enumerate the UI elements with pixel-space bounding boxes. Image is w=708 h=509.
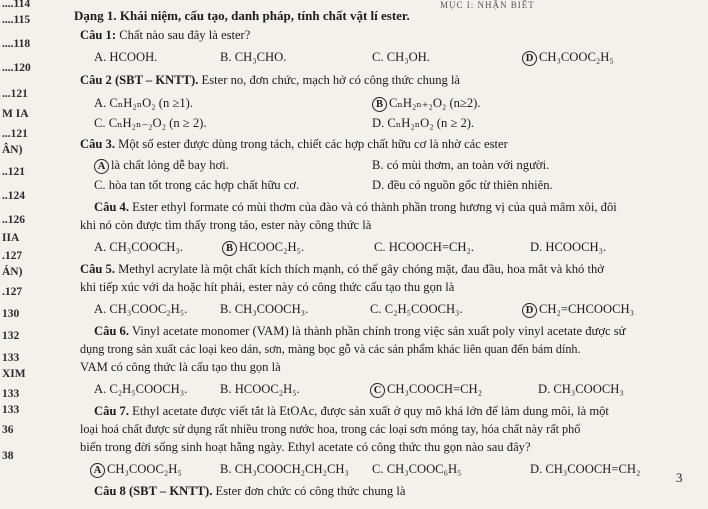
q4-option-a[interactable]: A. CH₃COOCH₃. <box>94 240 183 254</box>
margin-number: IIA <box>2 232 20 244</box>
margin-number: M IA <box>2 108 29 120</box>
question-4-cont: khi nó còn được tìm thấy trong táo, ester này công thức là <box>80 218 372 232</box>
margin-number: 36 <box>2 424 14 436</box>
margin-number: 130 <box>2 308 20 320</box>
left-margin-notes <box>0 0 70 509</box>
selected-answer-circle: B <box>372 97 387 112</box>
q2-option-d[interactable]: D. CₙH₂ₙO₂ (n ≥ 2). <box>372 116 475 130</box>
q6-option-b[interactable]: B. HCOOC₂H₅. <box>220 382 300 396</box>
selected-answer-circle: D <box>522 51 537 66</box>
q3-option-d[interactable]: D. đều có nguồn gốc từ thiên nhiên. <box>372 178 553 192</box>
margin-number: ....120 <box>2 62 31 74</box>
question-1: Câu 1: Chất nào sau đây là ester? <box>80 28 251 42</box>
margin-number: XIM <box>2 368 26 380</box>
q4-option-b[interactable]: B HCOOC₂H₅. <box>222 240 304 256</box>
q5-option-b[interactable]: B. CH₃COOCH₃. <box>220 302 309 316</box>
q4-option-d[interactable]: D. HCOOCH₃. <box>530 240 607 254</box>
selected-answer-circle: D <box>522 303 537 318</box>
selected-answer-circle: A <box>94 159 109 174</box>
q5-option-d[interactable]: D CH₂=CHCOOCH₃ <box>522 302 634 318</box>
q6-option-c[interactable]: C CH₃COOCH=CH₂ <box>370 382 482 398</box>
question-2: Câu 2 (SBT – KNTT). Ester no, đơn chức, mạch hở có công thức chung là <box>80 73 461 87</box>
margin-number: ÂN) <box>2 144 23 156</box>
q5-option-c[interactable]: C. C₂H₅COOCH₃. <box>370 302 463 316</box>
question-4: Câu 4. Ester ethyl formate có mùi thơm của đào và có thành phần trong hương vị của quả mâm xôi, đôi <box>94 200 617 214</box>
q3-option-b[interactable]: B. có mùi thơm, an toàn với người. <box>372 158 550 172</box>
question-6-cont: dụng trong sản xuất các loại keo dán, sơn, màng bọc gỗ và các sản phẩm khác liên quan đến bám dính. <box>80 342 581 356</box>
question-6: Câu 6. Vinyl acetate monomer (VAM) là thành phần chính trong việc sản xuất poly vinyl acetate được sử <box>94 324 626 338</box>
q3-option-c[interactable]: C. hòa tan tốt trong các hợp chất hữu cơ. <box>94 178 300 192</box>
margin-number: 132 <box>2 330 20 342</box>
question-5: Câu 5. Methyl acrylate là một chất kích thích mạnh, có thể gây chóng mặt, đau đầu, hoa mắt và khó thở <box>80 262 604 276</box>
page-number: 3 <box>676 470 683 485</box>
q1-option-b[interactable]: B. CH₃CHO. <box>220 50 287 64</box>
section-header: MỤC I: NHẬN BIẾT <box>440 0 535 10</box>
question-7: Câu 7. Ethyl acetate được viết tắt là EtOAc, được sản xuất ở quy mô khá lớn để làm dung môi, là một <box>94 404 609 418</box>
margin-number: 133 <box>2 352 20 364</box>
question-7-cont: loại hoá chất được sử dụng rất nhiều trong nước hoa, trong các loại sơn móng tay, hóa chất này rất phổ <box>80 422 581 436</box>
margin-number: ÁN) <box>2 266 23 278</box>
selected-answer-circle: B <box>222 241 237 256</box>
section-title: Dạng 1. Khái niệm, cấu tạo, danh pháp, tính chất vật lí ester. <box>74 8 410 23</box>
q1-option-a[interactable]: A. HCOOH. <box>94 50 158 64</box>
margin-number: ..126 <box>2 214 25 226</box>
q6-option-d[interactable]: D. CH₃COOCH₃ <box>538 382 624 396</box>
margin-number: 133 <box>2 388 20 400</box>
q7-option-c[interactable]: C. CH₃COOC₆H₅ <box>372 462 462 476</box>
q1-option-c[interactable]: C. CH₃OH. <box>372 50 430 64</box>
margin-number: ....114 <box>2 0 31 10</box>
q7-option-b[interactable]: B. CH₃COOCH₂CH₂CH₃ <box>220 462 349 476</box>
question-6-cont: VAM có công thức là cấu tạo thu gọn là <box>80 360 281 374</box>
margin-number: ...121 <box>2 128 28 140</box>
q2-option-c[interactable]: C. CₙH₂ₙ₋₂O₂ (n ≥ 2). <box>94 116 207 130</box>
q2-option-b[interactable]: B CₙH₂ₙ₊₂O₂ (n≥2). <box>372 95 481 112</box>
margin-number: .127 <box>2 250 23 262</box>
margin-number: .127 <box>2 286 23 298</box>
q3-option-a[interactable]: A là chất lỏng dễ bay hơi. <box>94 158 229 174</box>
question-7-cont: biến trong đời sống sinh hoạt hằng ngày. Ethyl acetate có công thức thu gọn nào sau đây? <box>80 440 531 454</box>
q1-option-d[interactable]: D CH₃COOC₂H₅ <box>522 50 614 66</box>
margin-number: ..124 <box>2 190 25 202</box>
selected-answer-circle: C <box>370 383 385 398</box>
margin-number: ..121 <box>2 166 25 178</box>
q7-option-d[interactable]: D. CH₃COOCH=CH₂ <box>530 462 641 476</box>
q7-option-a[interactable]: A CH₃COOC₂H₅ <box>90 462 182 478</box>
question-8: Câu 8 (SBT – KNTT). Ester đơn chức có công thức chung là <box>94 484 406 498</box>
selected-answer-circle: A <box>90 463 105 478</box>
margin-number: 38 <box>2 450 14 462</box>
question-5-cont: khi tiếp xúc với da hoặc hít phải, ester này có công thức cấu tạo thu gọn là <box>80 280 455 294</box>
q6-option-a[interactable]: A. C₂H₅COOCH₃. <box>94 382 188 396</box>
margin-number: ...121 <box>2 88 28 100</box>
question-3: Câu 3. Một số ester được dùng trong tách, chiết các hợp chất hữu cơ là nhờ các ester <box>80 137 508 151</box>
q2-option-a[interactable]: A. CₙH₂ₙO₂ (n ≥1). <box>94 96 193 110</box>
q5-option-a[interactable]: A. CH₃COOC₂H₅. <box>94 302 188 316</box>
margin-number: ....115 <box>2 14 31 26</box>
margin-number: 133 <box>2 404 20 416</box>
q4-option-c[interactable]: C. HCOOCH=CH₂. <box>374 240 475 254</box>
margin-number: ....118 <box>2 38 31 50</box>
